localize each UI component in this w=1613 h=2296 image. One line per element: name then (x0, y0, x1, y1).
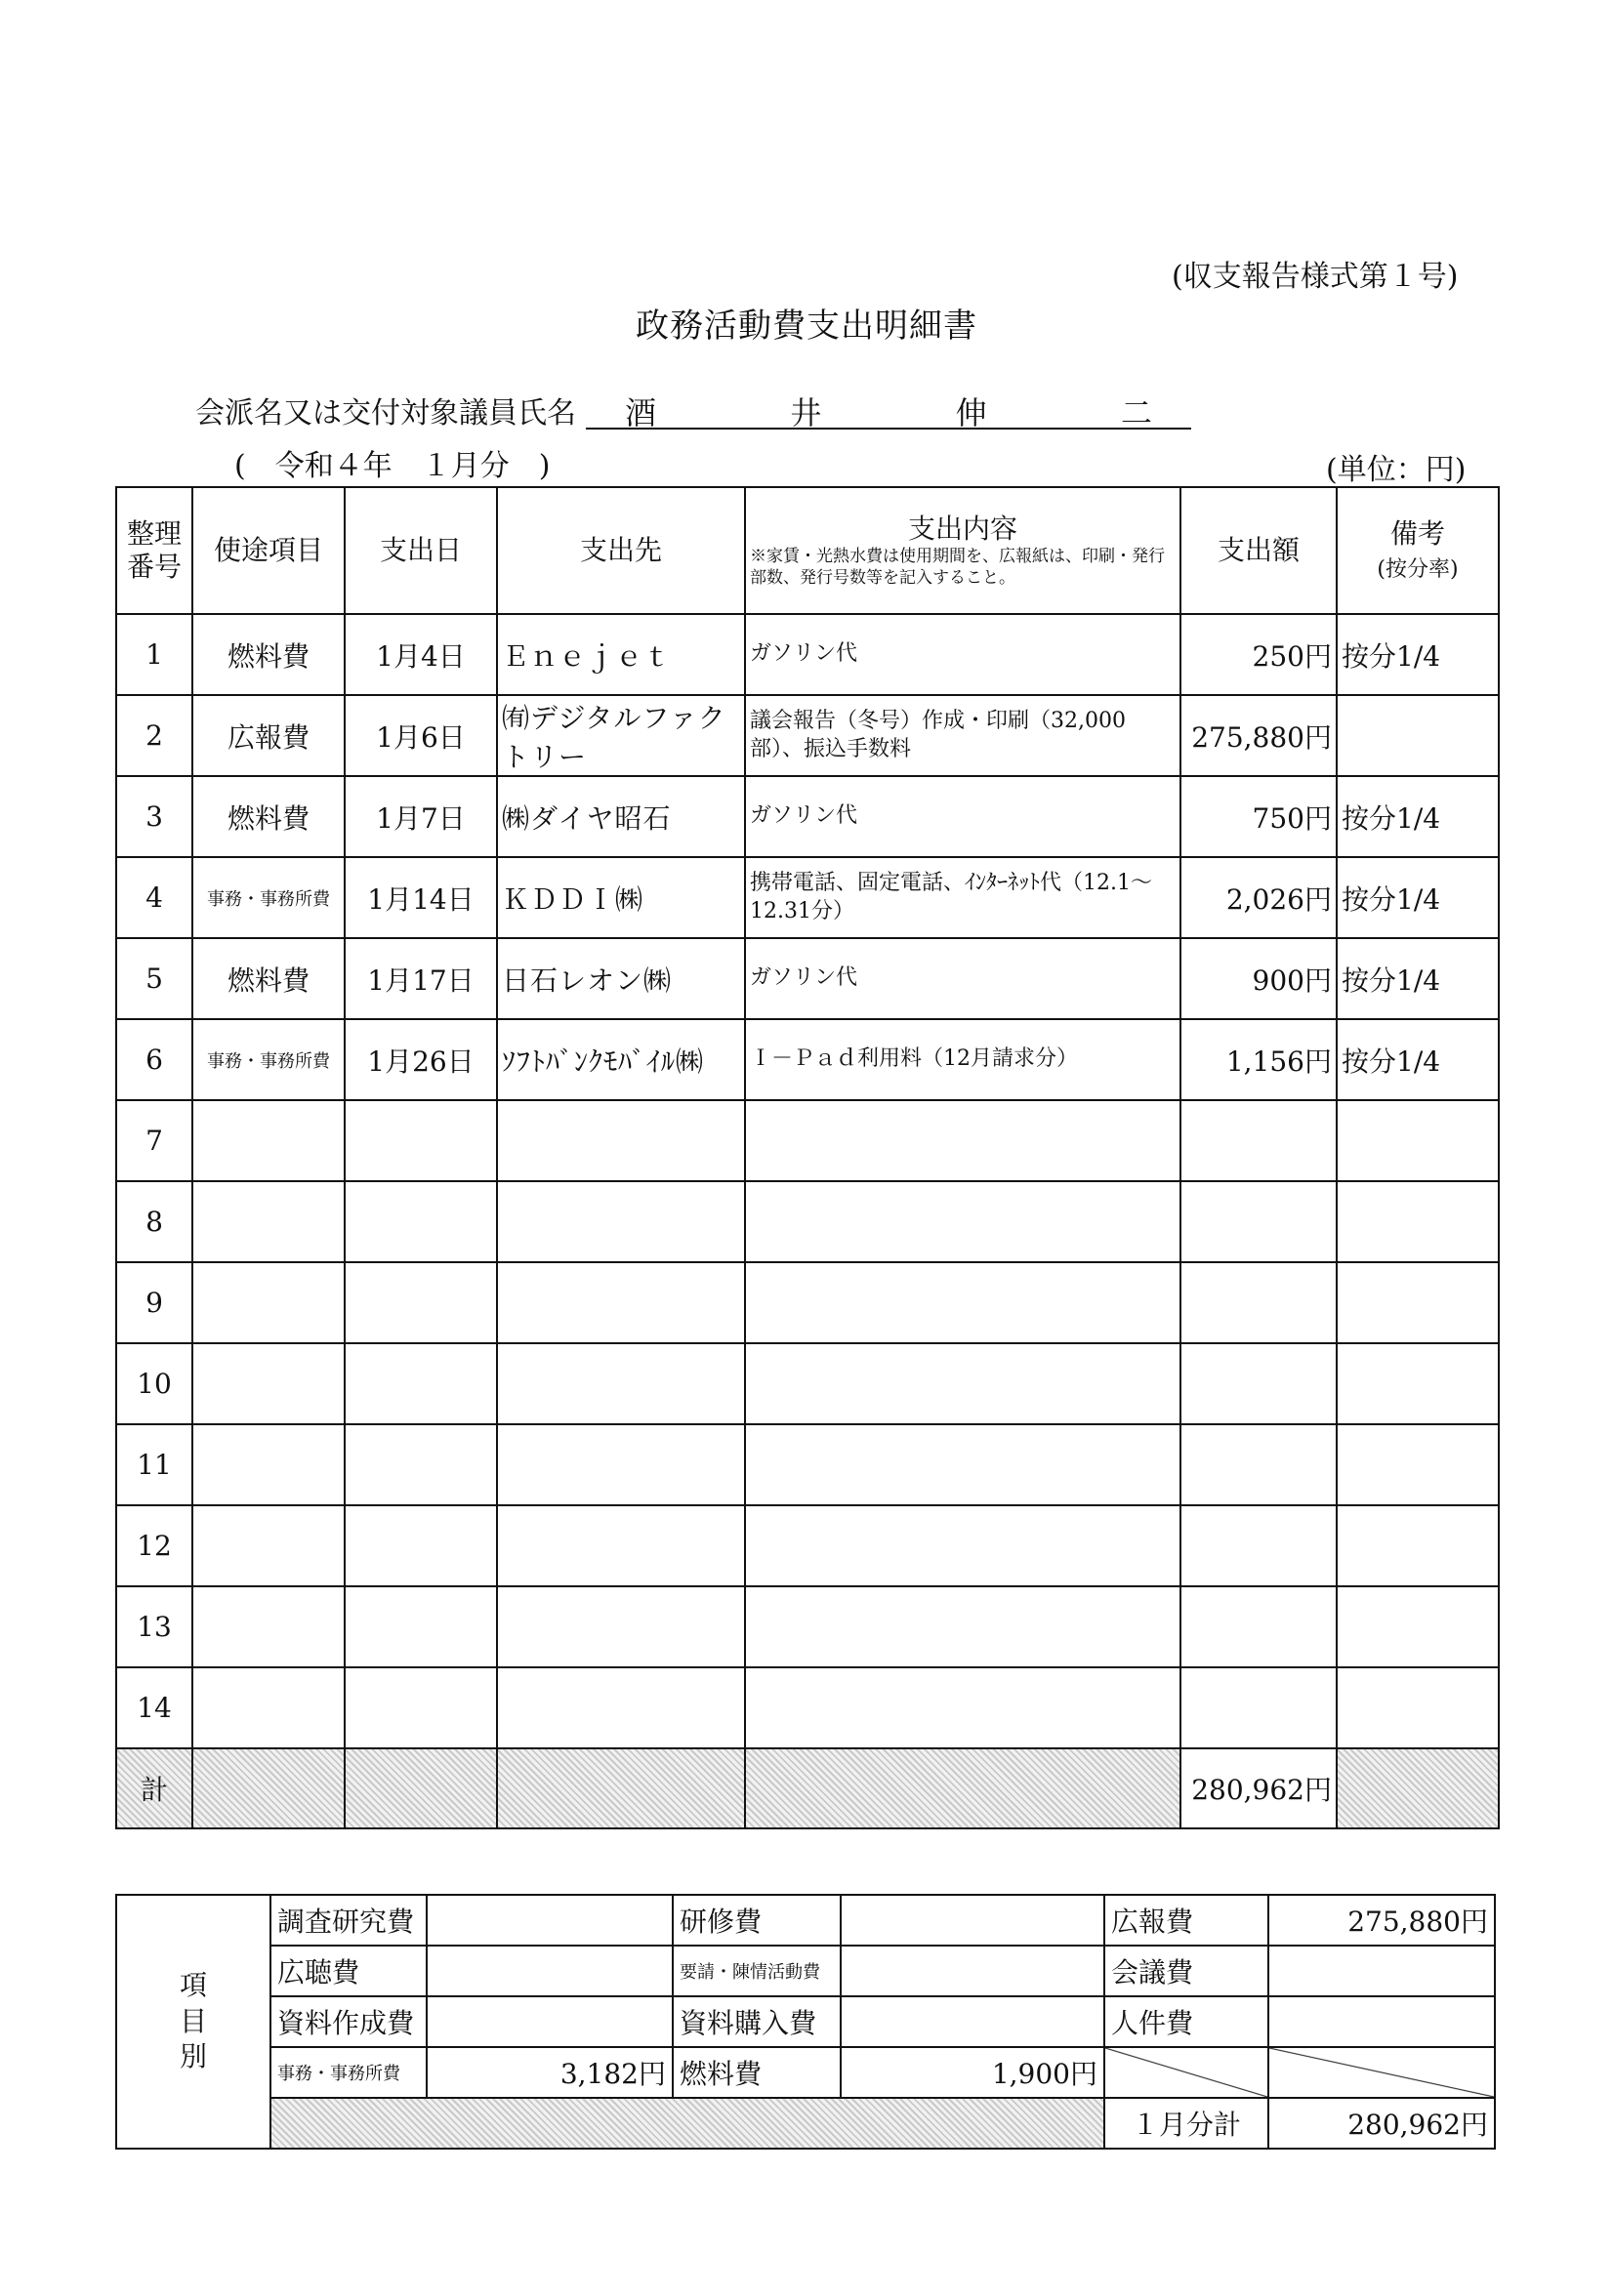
header-date: 支出日 (345, 487, 497, 614)
row-amount (1180, 1343, 1337, 1424)
row-content (745, 1100, 1180, 1181)
category-materials-buy-value (841, 1996, 1104, 2047)
category-research-label: 調査研究費 (270, 1895, 427, 1946)
row-purpose (192, 1586, 345, 1667)
row-payee (497, 1181, 745, 1262)
table-row (116, 1181, 1499, 1262)
row-payee: ㈱ダイヤ昭石 (497, 776, 745, 857)
row-no: 3 (116, 776, 192, 857)
row-amount (1180, 1262, 1337, 1343)
document-title: 政務活動費支出明細書 (636, 307, 977, 346)
row-payee: 日石レオン㈱ (497, 938, 745, 1019)
side-char: 別 (179, 2040, 207, 2073)
row-date (345, 1262, 497, 1343)
member-name (586, 389, 1191, 430)
row-no: 8 (116, 1181, 192, 1262)
row-date (345, 1505, 497, 1586)
header-purpose: 使途項目 (192, 487, 345, 614)
shaded-cell (497, 1748, 745, 1828)
unit-label: (単位：円) (1326, 453, 1467, 487)
category-meeting-label: 会議費 (1104, 1946, 1268, 1996)
row-payee (497, 1667, 745, 1748)
header-remarks (1337, 487, 1499, 614)
row-purpose (192, 1505, 345, 1586)
diagonal-blank-cell (1268, 2047, 1495, 2098)
row-note: 按分1/4 (1337, 1019, 1499, 1100)
shaded-cell (192, 1748, 345, 1828)
category-pr-label: 広報費 (1104, 1895, 1268, 1946)
row-purpose: 燃料費 (192, 614, 345, 695)
row-purpose (192, 1100, 345, 1181)
row-no: 2 (116, 695, 192, 776)
category-materials-buy-label: 資料購入費 (673, 1996, 841, 2047)
row-payee (497, 1424, 745, 1505)
row-amount: 900円 (1180, 938, 1337, 1019)
row-note (1337, 1181, 1499, 1262)
row-date: 1月17日 (345, 938, 497, 1019)
row-date (345, 1424, 497, 1505)
row-purpose (192, 1181, 345, 1262)
row-amount: 1,156円 (1180, 1019, 1337, 1100)
row-purpose (192, 1424, 345, 1505)
header-content (745, 487, 1180, 614)
row-payee (497, 1505, 745, 1586)
header-amount: 支出額 (1180, 487, 1337, 614)
row-no: 1 (116, 614, 192, 695)
member-name-char: 酒 (625, 394, 657, 431)
table-row (116, 1424, 1499, 1505)
row-no: 6 (116, 1019, 192, 1100)
header-remarks-title: 備考 (1389, 517, 1445, 551)
category-meeting-value (1268, 1946, 1495, 1996)
row-content (745, 1343, 1180, 1424)
table-row (116, 1019, 1499, 1100)
row-purpose: 広報費 (192, 695, 345, 776)
category-materials-make-label: 資料作成費 (270, 1996, 427, 2047)
row-payee (497, 1586, 745, 1667)
row-payee: Ｅｎｅｊｅｔ (497, 614, 745, 695)
category-fuel-value: 1,900円 (841, 2047, 1104, 2098)
expenditure-table (115, 486, 1500, 1829)
row-purpose: 燃料費 (192, 938, 345, 1019)
row-no: 5 (116, 938, 192, 1019)
row-amount: 275,880円 (1180, 695, 1337, 776)
row-payee (497, 1262, 745, 1343)
row-date: 1月6日 (345, 695, 497, 776)
row-note (1337, 1262, 1499, 1343)
row-note (1337, 695, 1499, 776)
row-date (345, 1667, 497, 1748)
row-date (345, 1586, 497, 1667)
total-amount: 280,962円 (1180, 1748, 1337, 1828)
row-date: 1月7日 (345, 776, 497, 857)
row-amount (1180, 1100, 1337, 1181)
row-purpose (192, 1343, 345, 1424)
category-petition-value (841, 1946, 1104, 1996)
row-amount (1180, 1586, 1337, 1667)
row-note (1337, 1667, 1499, 1748)
table-row (116, 1667, 1499, 1748)
table-row (116, 1262, 1499, 1343)
header-content-title: 支出内容 (907, 512, 1017, 546)
row-date (345, 1100, 497, 1181)
category-fuel-label: 燃料費 (673, 2047, 841, 2098)
row-note: 按分1/4 (1337, 938, 1499, 1019)
category-office-label: 事務・事務所費 (270, 2047, 427, 2098)
row-payee: ㈲デジタルファクトリー (497, 695, 745, 776)
row-amount (1180, 1505, 1337, 1586)
row-content: ガソリン代 (745, 614, 1180, 695)
table-row (116, 614, 1499, 695)
category-petition-label: 要請・陳情活動費 (673, 1946, 841, 1996)
category-personnel-value (1268, 1996, 1495, 2047)
category-hearing-label: 広聴費 (270, 1946, 427, 1996)
row-content (745, 1181, 1180, 1262)
table-row (116, 857, 1499, 938)
table-row (116, 1100, 1499, 1181)
row-content: ガソリン代 (745, 776, 1180, 857)
table-row (116, 1505, 1499, 1586)
row-no: 10 (116, 1343, 192, 1424)
member-name-char: 二 (1120, 394, 1152, 431)
row-amount: 2,026円 (1180, 857, 1337, 938)
row-content (745, 1505, 1180, 1586)
row-content (745, 1262, 1180, 1343)
row-content: Ｉ－Ｐａｄ利用料（12月請求分） (745, 1019, 1180, 1100)
category-research-value (427, 1895, 673, 1946)
category-office-value: 3,182円 (427, 2047, 673, 2098)
row-purpose: 事務・事務所費 (192, 857, 345, 938)
period: ( 令和４年 １月分 ) (234, 449, 551, 483)
diagonal-blank-cell (1104, 2047, 1268, 2098)
row-content (745, 1424, 1180, 1505)
row-amount (1180, 1424, 1337, 1505)
category-personnel-label: 人件費 (1104, 1996, 1268, 2047)
total-row (116, 1748, 1499, 1828)
row-amount (1180, 1667, 1337, 1748)
row-purpose (192, 1667, 345, 1748)
row-date (345, 1343, 497, 1424)
header-no: 整理番号 (116, 487, 192, 614)
row-note (1337, 1424, 1499, 1505)
category-materials-make-value (427, 1996, 673, 2047)
row-content: 携帯電話、固定電話、ｲﾝﾀｰﾈｯﾄ代（12.1～12.31分） (745, 857, 1180, 938)
header-payee: 支出先 (497, 487, 745, 614)
member-label: 会派名又は交付対象議員氏名 (195, 396, 576, 430)
row-note: 按分1/4 (1337, 857, 1499, 938)
header-content-note: ※家賃・光熱水費は使用期間を、広報紙は、印刷・発行部数、発行号数等を記入すること。 (750, 546, 1165, 588)
row-amount (1180, 1181, 1337, 1262)
row-content (745, 1667, 1180, 1748)
row-note (1337, 1586, 1499, 1667)
form-number: (収支報告様式第１号) (1172, 260, 1459, 294)
row-no: 12 (116, 1505, 192, 1586)
row-note: 按分1/4 (1337, 776, 1499, 857)
member-name-char: 伸 (955, 394, 987, 431)
row-purpose: 事務・事務所費 (192, 1019, 345, 1100)
row-date: 1月4日 (345, 614, 497, 695)
row-no: 11 (116, 1424, 192, 1505)
table-row (116, 1343, 1499, 1424)
category-side-label (116, 1895, 270, 2149)
total-label: 計 (116, 1748, 192, 1828)
row-no: 14 (116, 1667, 192, 1748)
row-date: 1月26日 (345, 1019, 497, 1100)
row-payee: ＫＤＤＩ㈱ (497, 857, 745, 938)
shaded-cell (745, 1748, 1180, 1828)
row-content: 議会報告（冬号）作成・印刷（32,000部）、振込手数料 (745, 695, 1180, 776)
row-no: 13 (116, 1586, 192, 1667)
row-note (1337, 1505, 1499, 1586)
row-payee: ｿﾌﾄﾊﾞﾝｸﾓﾊﾞｲﾙ㈱ (497, 1019, 745, 1100)
category-training-value (841, 1895, 1104, 1946)
month-total-label: １月分計 (1104, 2098, 1268, 2149)
row-amount: 250円 (1180, 614, 1337, 695)
row-note (1337, 1100, 1499, 1181)
row-no: 4 (116, 857, 192, 938)
shaded-cell (270, 2098, 1104, 2149)
category-summary-table (115, 1894, 1496, 2150)
row-amount: 750円 (1180, 776, 1337, 857)
category-pr-value: 275,880円 (1268, 1895, 1495, 1946)
shaded-cell (345, 1748, 497, 1828)
row-content (745, 1586, 1180, 1667)
table-row (116, 776, 1499, 857)
row-no: 7 (116, 1100, 192, 1181)
table-row (116, 1586, 1499, 1667)
row-content: ガソリン代 (745, 938, 1180, 1019)
row-payee (497, 1100, 745, 1181)
shaded-cell (1337, 1748, 1499, 1828)
row-date: 1月14日 (345, 857, 497, 938)
row-note (1337, 1343, 1499, 1424)
category-hearing-value (427, 1946, 673, 1996)
table-row (116, 938, 1499, 1019)
side-char: 項 (179, 1969, 207, 2002)
row-purpose: 燃料費 (192, 776, 345, 857)
row-purpose (192, 1262, 345, 1343)
side-char: 目 (179, 2004, 207, 2037)
table-row (116, 695, 1499, 776)
category-training-label: 研修費 (673, 1895, 841, 1946)
row-date (345, 1181, 497, 1262)
header-remarks-sub: (按分率) (1377, 557, 1459, 582)
row-note: 按分1/4 (1337, 614, 1499, 695)
member-name-char: 井 (790, 394, 822, 431)
row-no: 9 (116, 1262, 192, 1343)
month-total-value: 280,962円 (1268, 2098, 1495, 2149)
row-payee (497, 1343, 745, 1424)
